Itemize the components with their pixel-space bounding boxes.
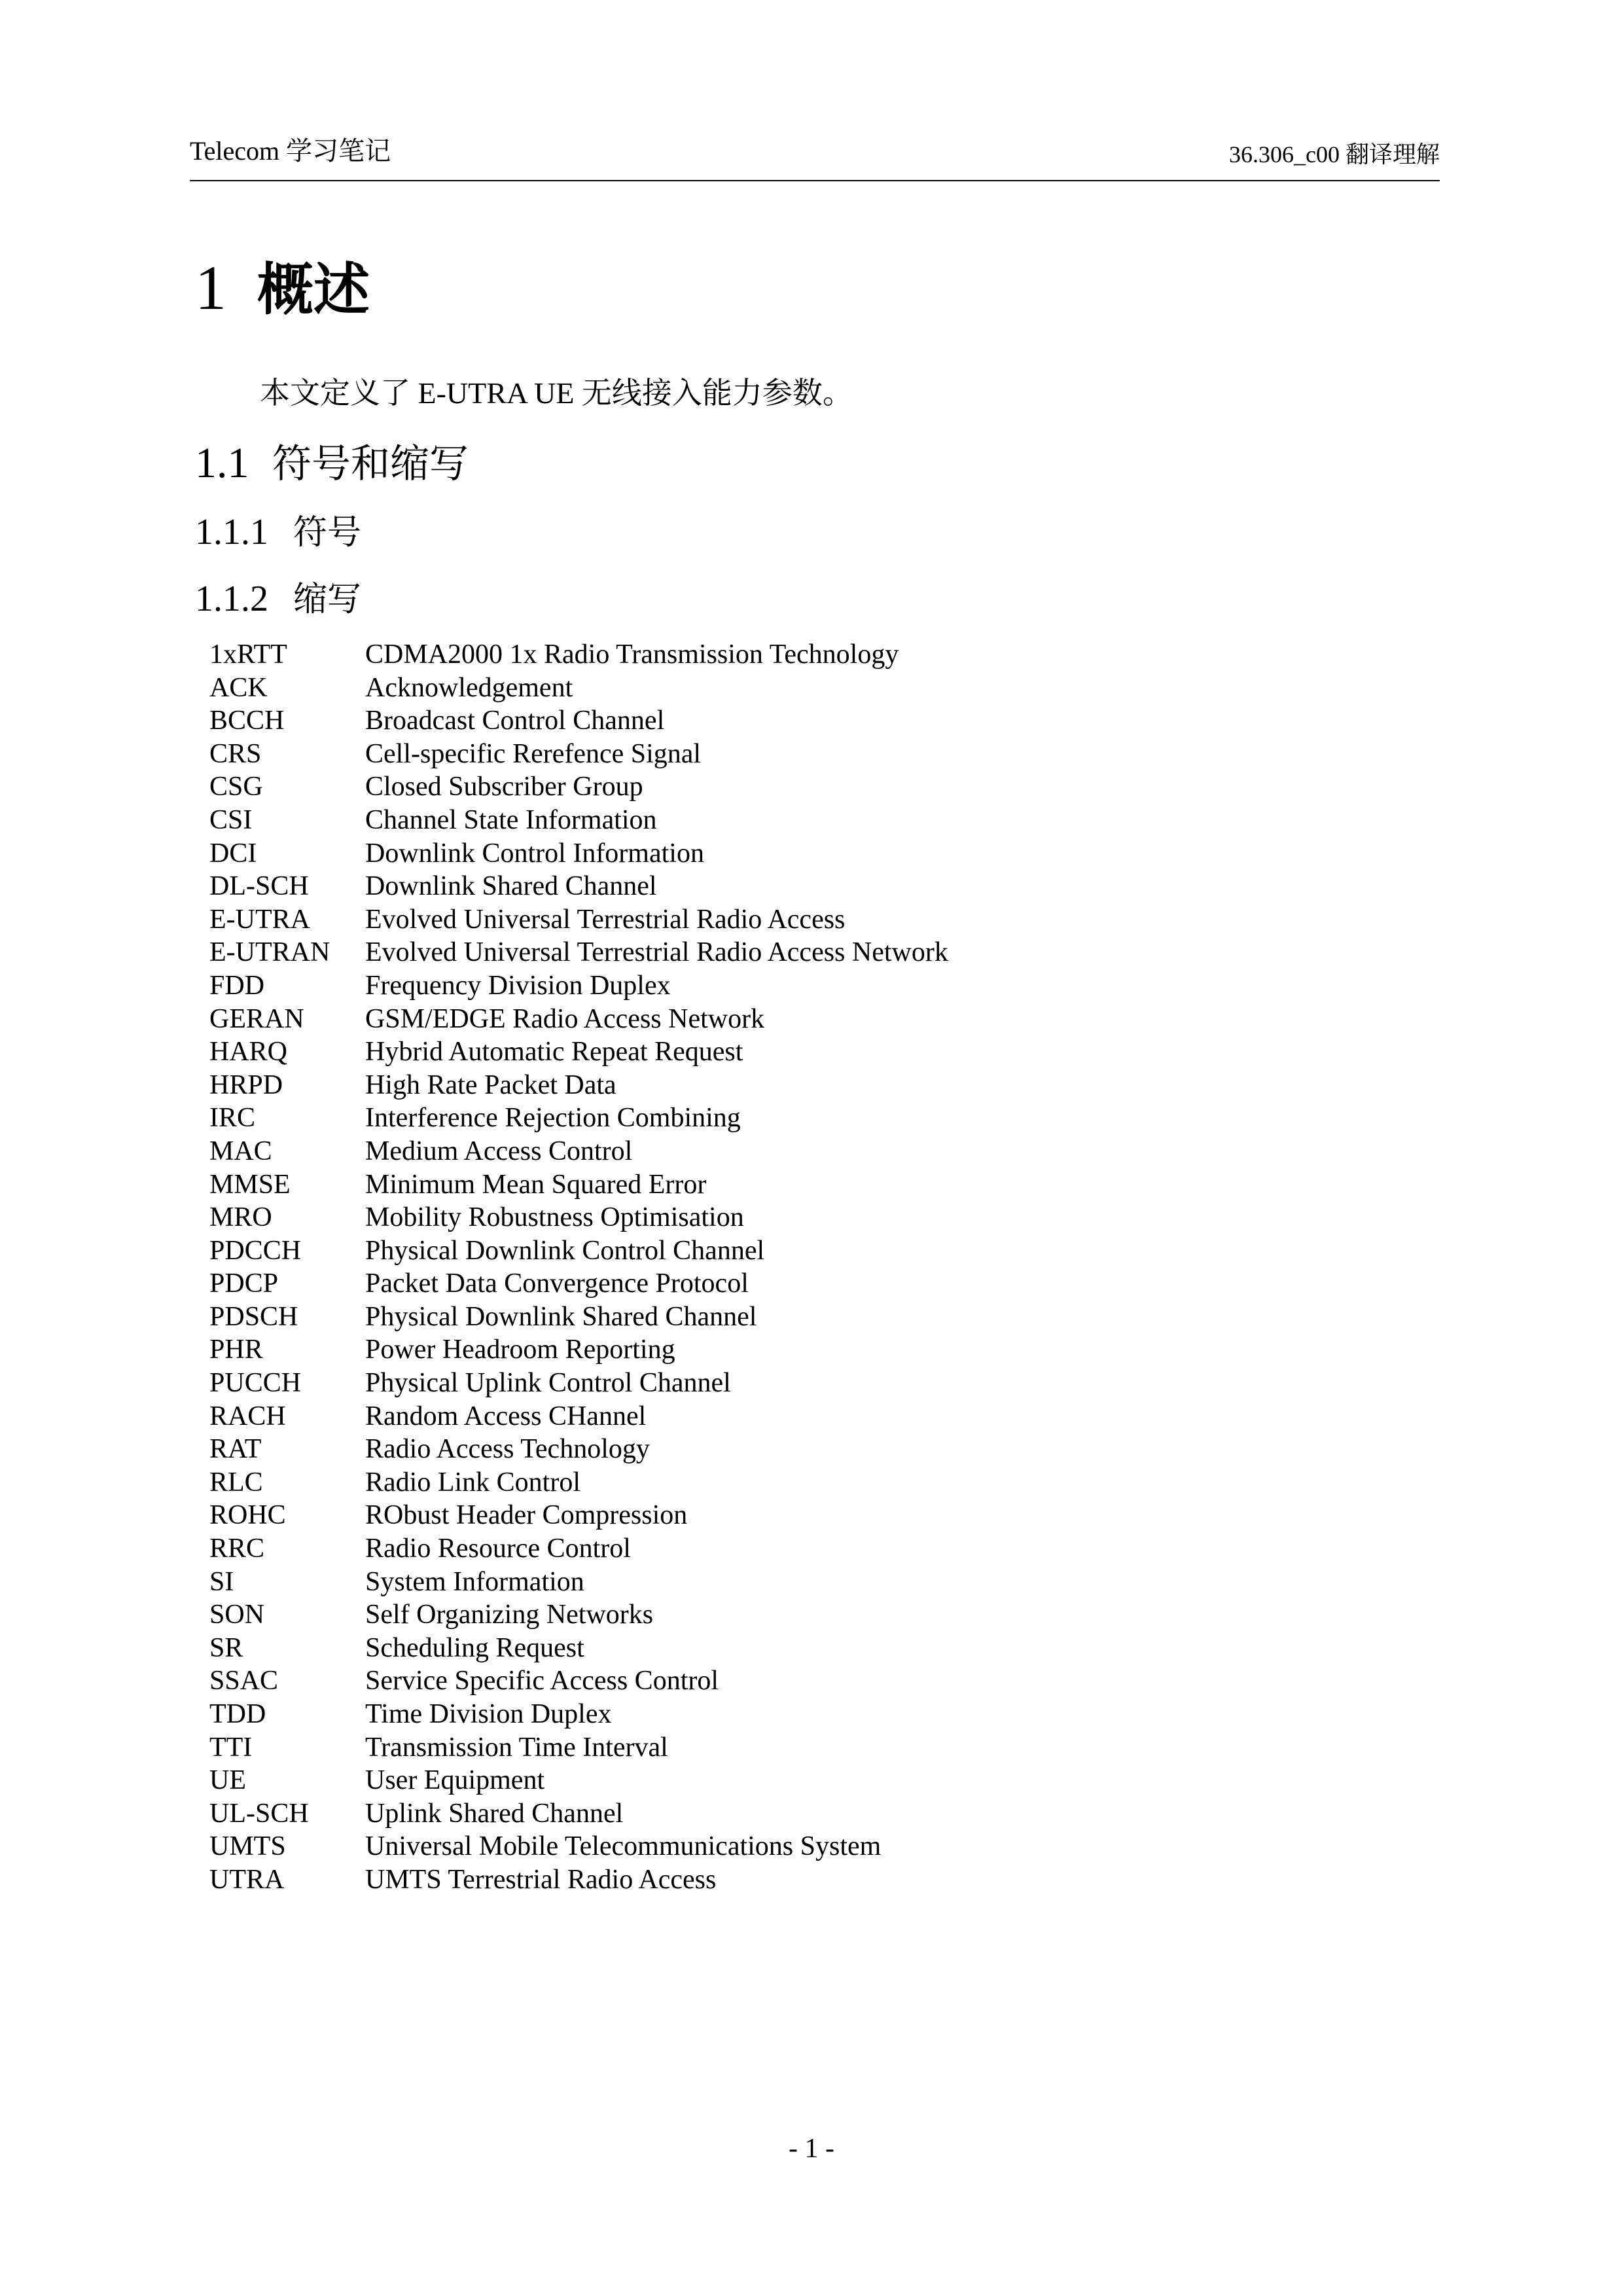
abbreviation-definition: Time Division Duplex — [365, 1699, 612, 1729]
abbreviation-row — [209, 1830, 1126, 1863]
abbreviation-list — [209, 638, 1126, 1897]
abbreviation-term: MMSE — [209, 1169, 291, 1200]
abbreviation-row — [209, 903, 1126, 937]
abbreviation-definition: UMTS Terrestrial Radio Access — [365, 1864, 717, 1895]
abbreviation-row — [209, 1300, 1126, 1334]
section-1-title: 概述 — [257, 257, 370, 323]
abbreviation-row — [209, 837, 1126, 870]
section-1-1-1-heading — [195, 507, 361, 558]
abbreviation-row — [209, 1863, 1126, 1897]
abbreviation-definition: Radio Access Technology — [365, 1434, 650, 1465]
abbreviation-definition: High Rate Packet Data — [365, 1069, 616, 1100]
abbreviation-term: MAC — [209, 1136, 272, 1166]
abbreviation-term: CSG — [209, 772, 263, 802]
section-1-heading — [195, 249, 370, 329]
abbreviation-term: UE — [209, 1765, 246, 1796]
section-1-1-2-number: 1.1.2 — [195, 579, 268, 619]
abbreviation-definition: Channel State Information — [365, 804, 657, 835]
header-right-title: 36.306_c00 翻译理解 — [1229, 141, 1440, 168]
abbreviation-row — [209, 1333, 1126, 1367]
section-1-1-number: 1.1 — [195, 439, 249, 487]
header-rule — [190, 180, 1440, 181]
abbreviation-definition: Self Organizing Networks — [365, 1600, 654, 1630]
abbreviation-term: MRO — [209, 1202, 272, 1233]
abbreviation-row — [209, 1466, 1126, 1499]
abbreviation-term: ROHC — [209, 1500, 286, 1531]
abbreviation-term: E-UTRA — [209, 904, 310, 935]
abbreviation-row — [209, 1731, 1126, 1765]
abbreviation-row — [209, 1102, 1126, 1135]
abbreviation-definition: Broadcast Control Channel — [365, 706, 665, 736]
abbreviation-row — [209, 1598, 1126, 1632]
abbreviation-term: RACH — [209, 1401, 286, 1431]
abbreviation-term: BCCH — [209, 706, 285, 736]
abbreviation-term: DL-SCH — [209, 871, 309, 902]
abbreviation-definition: Closed Subscriber Group — [365, 772, 643, 802]
abbreviation-term: RAT — [209, 1434, 262, 1465]
abbreviation-definition: Medium Access Control — [365, 1136, 633, 1166]
abbreviation-term: HRPD — [209, 1069, 283, 1100]
abbreviation-term: CSI — [209, 804, 253, 835]
abbreviation-definition: Downlink Shared Channel — [365, 871, 657, 902]
abbreviation-row — [209, 936, 1126, 969]
abbreviation-definition: Random Access CHannel — [365, 1401, 647, 1431]
abbreviation-definition: Physical Downlink Control Channel — [365, 1235, 765, 1266]
abbreviation-definition: Packet Data Convergence Protocol — [365, 1268, 749, 1299]
abbreviation-term: UTRA — [209, 1864, 285, 1895]
abbreviation-definition: Uplink Shared Channel — [365, 1798, 624, 1829]
abbreviation-definition: Mobility Robustness Optimisation — [365, 1202, 744, 1233]
abbreviation-definition: Physical Downlink Shared Channel — [365, 1301, 757, 1332]
abbreviation-definition: Universal Mobile Telecommunications System — [365, 1831, 882, 1862]
abbreviation-definition: Minimum Mean Squared Error — [365, 1169, 707, 1200]
abbreviation-term: DCI — [209, 838, 257, 869]
abbreviation-row — [209, 1400, 1126, 1433]
abbreviation-row — [209, 1035, 1126, 1069]
abbreviation-definition: System Information — [365, 1566, 584, 1597]
abbreviation-definition: GSM/EDGE Radio Access Network — [365, 1003, 765, 1034]
abbreviation-row — [209, 969, 1126, 1003]
abbreviation-term: PDCP — [209, 1268, 279, 1299]
abbreviation-row — [209, 1003, 1126, 1036]
abbreviation-row — [209, 1433, 1126, 1466]
section-1-1-1-title: 符号 — [293, 513, 362, 552]
abbreviation-definition: Radio Link Control — [365, 1467, 580, 1498]
header-left-title: Telecom 学习笔记 — [190, 136, 391, 166]
abbreviation-row — [209, 1267, 1126, 1300]
abbreviation-term: PUCCH — [209, 1368, 302, 1399]
abbreviation-term: IRC — [209, 1103, 256, 1134]
section-1-1-2-title: 缩写 — [293, 580, 362, 619]
abbreviation-term: TTI — [209, 1732, 253, 1763]
abbreviation-term: SI — [209, 1566, 234, 1597]
section-1-1-title: 符号和缩写 — [272, 441, 469, 487]
abbreviation-definition: CDMA2000 1x Radio Transmission Technology — [365, 639, 899, 670]
abbreviation-term: PDCCH — [209, 1235, 302, 1266]
page-number: - 1 - — [789, 2134, 834, 2164]
section-1-1-1-number: 1.1.1 — [195, 512, 268, 552]
intro-paragraph: 本文定义了 E-UTRA UE 无线接入能力参数。 — [260, 376, 853, 410]
abbreviation-definition: User Equipment — [365, 1765, 545, 1796]
abbreviation-term: SSAC — [209, 1666, 279, 1696]
abbreviation-row — [209, 1069, 1126, 1102]
abbreviation-row — [209, 1168, 1126, 1202]
abbreviation-definition: Hybrid Automatic Repeat Request — [365, 1037, 743, 1067]
abbreviation-definition: Power Headroom Reporting — [365, 1335, 675, 1365]
abbreviation-row — [209, 672, 1126, 705]
abbreviation-row — [209, 1698, 1126, 1731]
abbreviation-definition: Service Specific Access Control — [365, 1666, 719, 1696]
abbreviation-term: RLC — [209, 1467, 263, 1498]
abbreviation-definition: Transmission Time Interval — [365, 1732, 668, 1763]
abbreviation-row — [209, 704, 1126, 738]
abbreviation-definition: Evolved Universal Terrestrial Radio Access — [365, 904, 846, 935]
abbreviation-row — [209, 738, 1126, 771]
abbreviation-term: FDD — [209, 970, 265, 1001]
abbreviation-row — [209, 770, 1126, 804]
abbreviation-term: TDD — [209, 1699, 266, 1729]
abbreviation-term: ACK — [209, 672, 268, 703]
abbreviation-row — [209, 804, 1126, 837]
abbreviation-definition: Cell-specific Rerefence Signal — [365, 738, 702, 769]
abbreviation-row — [209, 1632, 1126, 1665]
abbreviation-row — [209, 1764, 1126, 1797]
abbreviation-row — [209, 1367, 1126, 1400]
abbreviation-row — [209, 1566, 1126, 1599]
abbreviation-row — [209, 1532, 1126, 1566]
section-1-1-2-heading — [195, 574, 361, 624]
abbreviation-definition: Scheduling Request — [365, 1632, 584, 1663]
abbreviation-term: HARQ — [209, 1037, 288, 1067]
abbreviation-definition: Evolved Universal Terrestrial Radio Access Network — [365, 937, 948, 968]
abbreviation-row — [209, 638, 1126, 672]
abbreviation-term: PHR — [209, 1335, 263, 1365]
abbreviation-row — [209, 1135, 1126, 1168]
abbreviation-row — [209, 1664, 1126, 1698]
abbreviation-definition: Radio Resource Control — [365, 1534, 631, 1564]
abbreviation-term: E-UTRAN — [209, 937, 330, 968]
abbreviation-definition: Acknowledgement — [365, 672, 573, 703]
abbreviation-term: UMTS — [209, 1831, 286, 1862]
abbreviation-row — [209, 1797, 1126, 1831]
abbreviation-row — [209, 1201, 1126, 1234]
abbreviation-definition: Physical Uplink Control Channel — [365, 1368, 731, 1399]
abbreviation-term: CRS — [209, 738, 262, 769]
abbreviation-row — [209, 1499, 1126, 1532]
abbreviation-term: UL-SCH — [209, 1798, 309, 1829]
abbreviation-term: PDSCH — [209, 1301, 298, 1332]
abbreviation-term: SON — [209, 1600, 265, 1630]
abbreviation-term: GERAN — [209, 1003, 304, 1034]
abbreviation-term: RRC — [209, 1534, 265, 1564]
abbreviation-row — [209, 870, 1126, 903]
section-1-number: 1 — [195, 253, 226, 323]
abbreviation-definition: RObust Header Compression — [365, 1500, 688, 1531]
abbreviation-definition: Downlink Control Information — [365, 838, 704, 869]
abbreviation-term: 1xRTT — [209, 639, 287, 670]
section-1-1-heading — [195, 435, 469, 492]
abbreviation-term: SR — [209, 1632, 243, 1663]
abbreviation-row — [209, 1234, 1126, 1268]
abbreviation-definition: Frequency Division Duplex — [365, 970, 671, 1001]
abbreviation-definition: Interference Rejection Combining — [365, 1103, 741, 1134]
